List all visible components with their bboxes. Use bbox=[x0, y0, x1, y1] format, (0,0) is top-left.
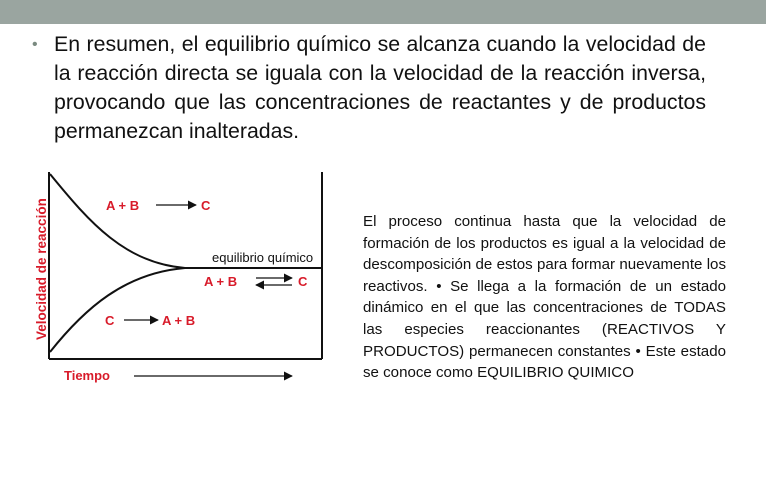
equilibrium-reactants-label: A + B bbox=[204, 274, 238, 289]
equilibrium-diagram bbox=[30, 168, 330, 388]
reverse-products-label: A + B bbox=[162, 313, 196, 328]
bullet-dot: • bbox=[32, 36, 38, 53]
forward-reactants-label: A + B bbox=[106, 198, 140, 213]
side-explanation-text: El proceso continua hasta que la velocidad de formación de los productos es igual a la velocidad de descomposición de estos para formar nuevamente los reactivos. • Se llega a la formación de un estado dinámico en el que las concentraciones de TODAS las especies reaccionantes (REACTIVOS Y PRODUCTOS) permanecen constantes • Este estado se conoce como EQUILIBRIO QUIMICO bbox=[363, 213, 726, 382]
y-axis-label: Velocidad de reacción bbox=[34, 198, 49, 340]
header-bar bbox=[0, 0, 766, 24]
reverse-rate-curve bbox=[50, 268, 185, 352]
reverse-reactant-label: C bbox=[105, 313, 115, 328]
forward-rate-curve bbox=[50, 174, 185, 268]
summary-bullet bbox=[22, 30, 706, 146]
x-axis-label: Tiempo bbox=[64, 368, 110, 383]
equilibrium-product-label: C bbox=[298, 274, 308, 289]
equilibrium-label: equilibrio químico bbox=[212, 250, 314, 265]
forward-product-label: C bbox=[201, 198, 211, 213]
summary-text: En resumen, el equilibrio químico se alcanza cuando la velocidad de la reacción directa se iguala con la velocidad de la reacción inversa, provocando que las concentraciones de reactantes y de productos permanezcan inalteradas. bbox=[54, 32, 706, 143]
